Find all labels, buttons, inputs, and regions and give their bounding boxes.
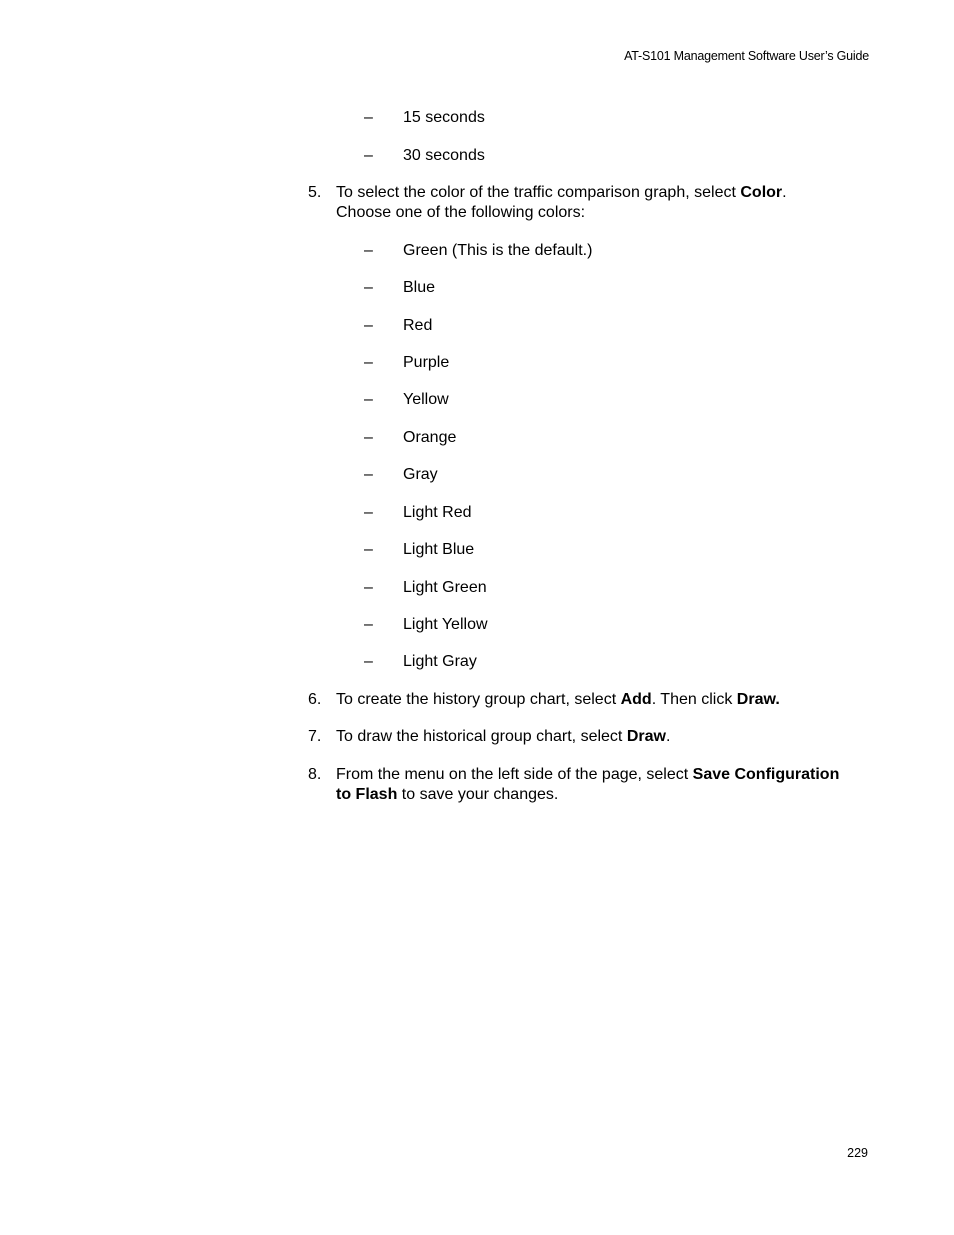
page-number: 229 [847, 1146, 868, 1160]
ui-term-draw: Draw. [736, 691, 780, 708]
dash-bullet: – [364, 466, 373, 483]
color-option-item [0, 389, 954, 411]
dash-bullet: – [364, 242, 373, 259]
color-option-label: Light Blue [403, 541, 475, 558]
color-option-item [0, 427, 954, 449]
dash-bullet: – [364, 109, 373, 126]
color-option-item [0, 502, 954, 524]
step-number: 5. [308, 184, 322, 201]
step-text [336, 727, 876, 747]
color-option-item [0, 277, 954, 299]
interval-option-item [0, 107, 954, 129]
dash-bullet: – [364, 429, 373, 446]
step-text-run: . [782, 184, 787, 201]
dash-bullet: – [364, 279, 373, 296]
interval-option-label: 15 seconds [403, 109, 485, 126]
dash-bullet: – [364, 504, 373, 521]
color-option-item [0, 651, 954, 673]
color-option-item [0, 240, 954, 262]
color-option-label: Gray [403, 466, 438, 483]
color-option-item [0, 464, 954, 486]
dash-bullet: – [364, 616, 373, 633]
dash-bullet: – [364, 653, 373, 670]
ui-term-draw: Draw [626, 728, 666, 745]
running-header: AT-S101 Management Software User’s Guide [624, 49, 869, 63]
dash-bullet: – [364, 354, 373, 371]
step-text [336, 690, 876, 710]
color-option-item [0, 577, 954, 599]
step-number: 7. [308, 728, 322, 745]
step-number: 8. [308, 766, 322, 783]
color-option-label: Light Red [403, 504, 472, 521]
color-option-label: Green (This is the default.) [403, 242, 593, 259]
step-text-run: . Then click [651, 691, 737, 708]
step-text-run: to save your changes. [397, 786, 559, 803]
color-option-label: Yellow [403, 391, 449, 408]
dash-bullet: – [364, 317, 373, 334]
step-text-run: . [665, 728, 671, 745]
ui-term-color: Color [740, 184, 783, 201]
color-option-label: Light Yellow [403, 616, 488, 633]
color-option-item [0, 539, 954, 561]
color-option-label: Light Gray [403, 653, 477, 670]
ui-term-save-configuration: Save Configuration [692, 766, 840, 783]
step-text-run: To select the color of the traffic comparison graph, select [336, 184, 741, 201]
step-text-run: To draw the historical group chart, select [336, 728, 627, 745]
color-option-item [0, 352, 954, 374]
color-option-item [0, 315, 954, 337]
step-text [336, 765, 876, 805]
color-option-label: Red [403, 317, 433, 334]
dash-bullet: – [364, 147, 373, 164]
step-text-run: From the menu on the left side of the page, select [336, 766, 693, 783]
ui-term-to-flash: to Flash [336, 786, 398, 803]
step-text [336, 183, 876, 223]
ui-term-add: Add [620, 691, 652, 708]
dash-bullet: – [364, 541, 373, 558]
interval-option-label: 30 seconds [403, 147, 485, 164]
step-number: 6. [308, 691, 322, 708]
color-option-label: Orange [403, 429, 457, 446]
step-text-run: To create the history group chart, select [336, 691, 621, 708]
color-option-item [0, 614, 954, 636]
interval-option-item [0, 145, 954, 167]
step-text-run: Choose one of the following colors: [336, 204, 586, 221]
color-option-label: Light Green [403, 579, 487, 596]
dash-bullet: – [364, 391, 373, 408]
dash-bullet: – [364, 579, 373, 596]
color-option-label: Purple [403, 354, 450, 371]
color-option-label: Blue [403, 279, 436, 296]
